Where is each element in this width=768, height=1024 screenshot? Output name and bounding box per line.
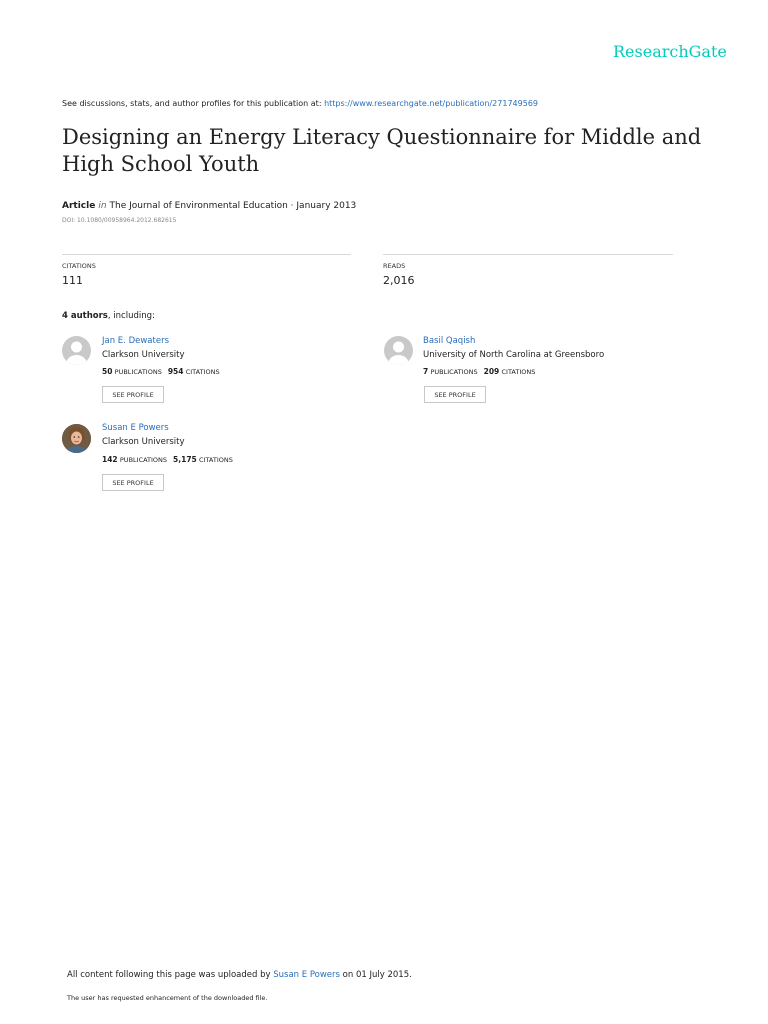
see-text: See discussions, stats, and author profiles for this publication at: (62, 99, 325, 108)
publications-label: PUBLICATIONS (430, 368, 478, 376)
authors-count: 4 authors (62, 311, 108, 321)
author-institution: Clarkson University (102, 350, 185, 360)
citations-label: CITATIONS (185, 368, 220, 376)
in-label: in (98, 201, 107, 211)
upload-note (67, 970, 412, 980)
upload-prefix: All content following this page was uploaded by (67, 970, 274, 980)
see-profile-button[interactable]: SEE PROFILE (102, 474, 164, 491)
publications-count: 7 (423, 367, 429, 376)
citations-count: 5,175 (173, 455, 197, 464)
author-name-link[interactable]: Jan E. Dewaters (102, 336, 169, 346)
author-name-link[interactable]: Basil Qaqish (423, 336, 476, 346)
citations-value: 111 (62, 274, 83, 287)
citations-label: CITATIONS (501, 368, 536, 376)
article-type: Article (62, 201, 96, 211)
publication-link-line (62, 99, 538, 108)
uploader-link[interactable]: Susan E Powers (273, 970, 340, 980)
citations-count: 209 (483, 367, 500, 376)
researchgate-logo[interactable]: ResearchGate (613, 42, 727, 61)
author-stats (102, 367, 226, 376)
publications-count: 50 (102, 367, 113, 376)
reads-label: READS (383, 262, 406, 270)
publications-label: PUBLICATIONS (119, 456, 168, 464)
author-name-link[interactable]: Susan E Powers (102, 423, 169, 433)
author-institution: Clarkson University (102, 437, 185, 447)
paper-title: Designing an Energy Literacy Questionnaire for Middle and High School Youth (62, 125, 702, 176)
upload-suffix: on 01 July 2015. (339, 970, 412, 980)
citations-label: CITATIONS (62, 262, 96, 270)
journal-date: The Journal of Environmental Education · January 2013 (109, 201, 357, 211)
citations-divider (62, 254, 351, 255)
author-institution: University of North Carolina at Greensboro (423, 350, 605, 360)
reads-value: 2,016 (383, 274, 415, 287)
publication-url-link[interactable]: https://www.researchgate.net/publication/271749569 (324, 99, 538, 108)
author-stats (423, 367, 541, 376)
see-profile-button[interactable]: SEE PROFILE (102, 386, 164, 403)
see-profile-button[interactable]: SEE PROFILE (424, 386, 486, 403)
avatar-photo[interactable] (62, 424, 91, 453)
citations-label: CITATIONS (199, 456, 233, 464)
doi: DOI: 10.1080/00958964.2012.682615 (62, 217, 177, 224)
article-meta (62, 201, 356, 211)
avatar-placeholder-icon[interactable] (384, 336, 413, 365)
citations-count: 954 (167, 367, 184, 376)
avatar-placeholder-icon[interactable] (62, 336, 91, 365)
authors-intro (62, 311, 155, 321)
publications-label: PUBLICATIONS (114, 368, 162, 376)
authors-suffix: , including: (107, 311, 155, 321)
publications-count: 142 (102, 455, 118, 464)
reads-divider (383, 254, 673, 255)
enhancement-note: The user has requested enhancement of the downloaded file. (67, 994, 268, 1002)
author-stats (102, 455, 239, 464)
